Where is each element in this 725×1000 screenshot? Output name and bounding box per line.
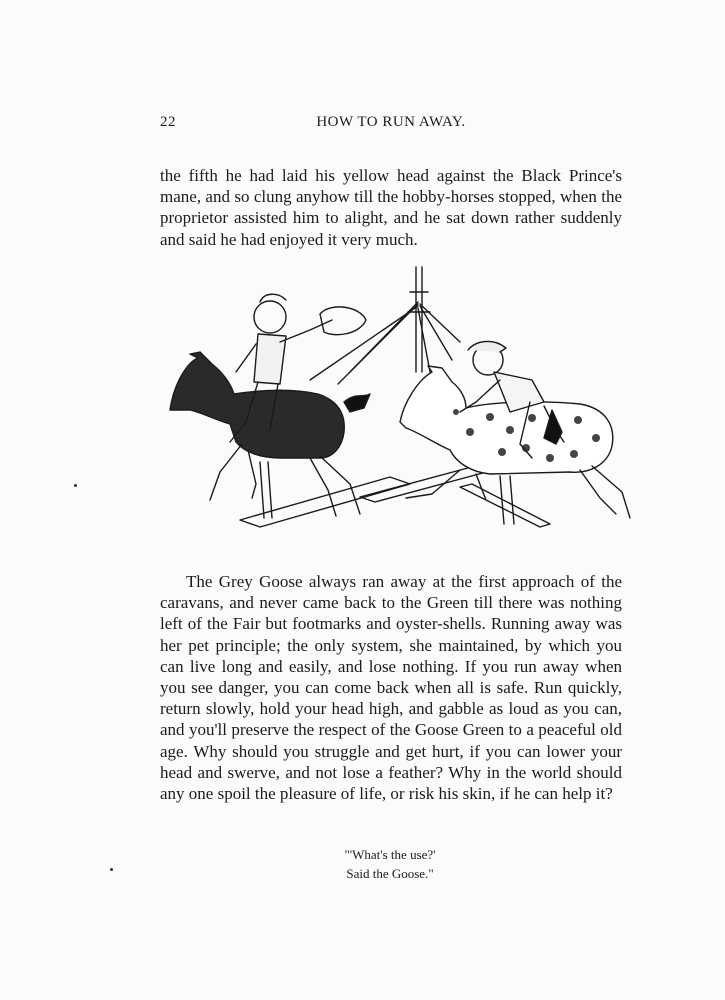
paragraph-continuation: the fifth he had laid his yellow head against the Black Prince's mane, and so clung anyhow till the hobby-horses stopped, when the proprietor assisted him to alight, and he sat down rather suddenly and said he had enjoyed it very much. (160, 166, 622, 249)
paragraph-grey-goose: The Grey Goose always ran away at the first approach of the caravans, and never came back to the Green till there was nothing left of the Fair but footmarks and oyster-shells. Running away was her pet principle; the only system, she maintained, by which you can live long and easily, and lose nothing. If you run away when you see danger, you can come back when all is safe. Run quickly, return slowly, hold your head high, and gabble as loud as you can, and you'll preserve the respect of the Goose Green to a peaceful old age. Why should you struggle and get hurt, if you can lower your head and swerve, and not lose a feather? Why in the world should any one spoil the pleasure of life, or risk his skin, if he can help it? (160, 572, 622, 804)
closing-quote (300, 845, 480, 883)
quote-line-2: Said the Goose." (346, 866, 434, 881)
print-speck (74, 484, 77, 487)
print-speck (110, 868, 113, 871)
carousel-pole (310, 267, 460, 384)
running-header (160, 114, 622, 136)
page-number: 22 (160, 114, 176, 130)
quote-line-1: "'What's the use?' (344, 847, 436, 862)
hobby-horse-illustration (160, 262, 635, 534)
running-title: HOW TO RUN AWAY. (316, 114, 466, 130)
